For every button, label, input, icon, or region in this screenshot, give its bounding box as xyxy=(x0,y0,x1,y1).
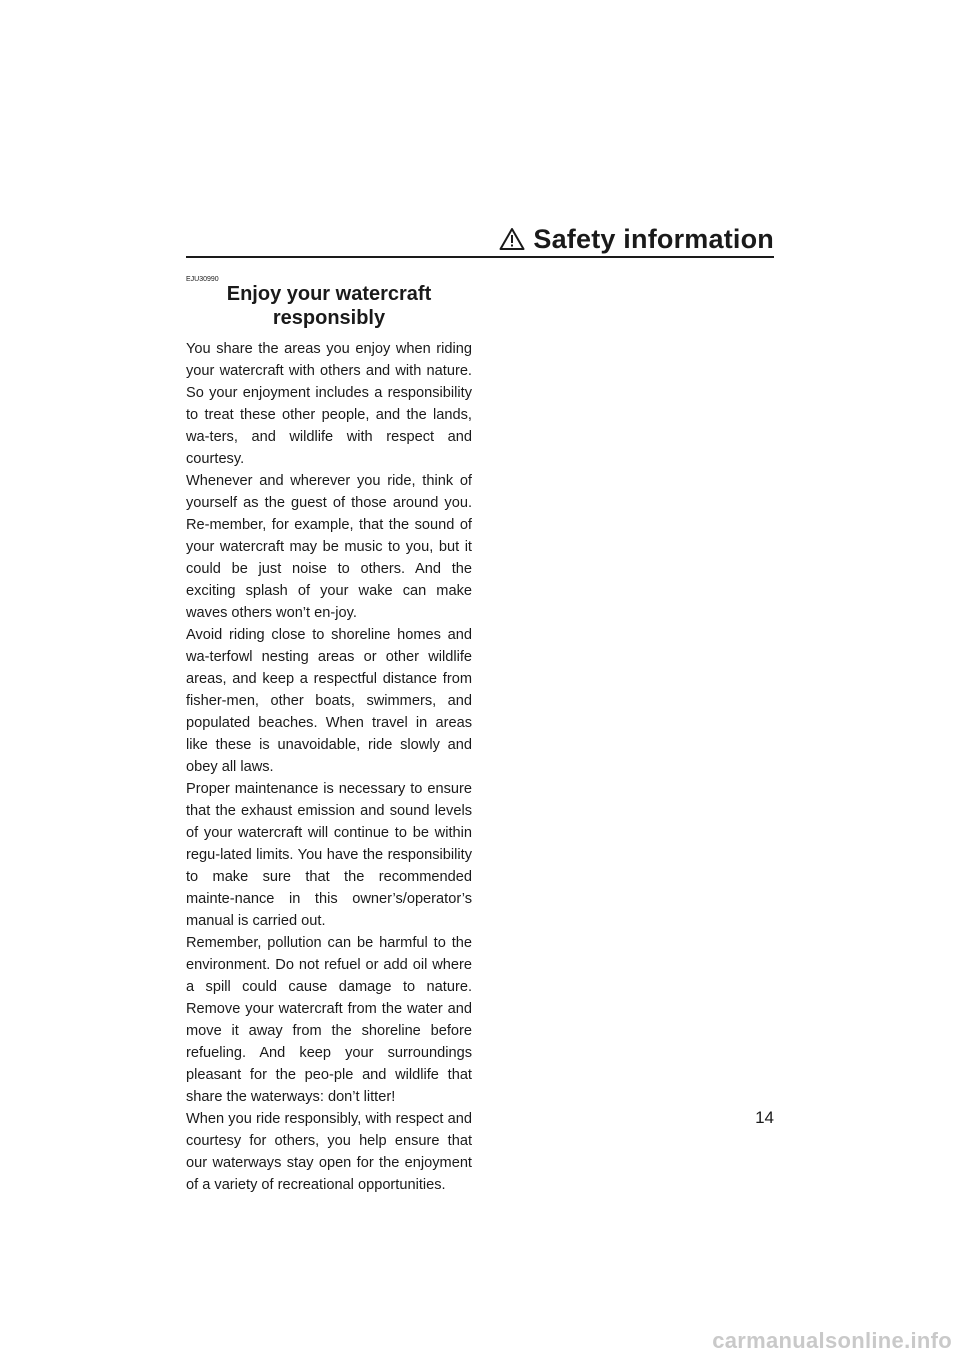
paragraph: You share the areas you enjoy when riding your watercraft with others and with nature. So your enjoyment includes a responsibility to treat these other people, and the lands, wa-ters, and wildlife with respect and courtesy. xyxy=(186,341,472,467)
content-column xyxy=(186,276,472,1196)
header-title: Safety information xyxy=(533,224,774,254)
section-title: Enjoy your watercraft responsibly xyxy=(226,283,432,329)
section-body xyxy=(186,338,472,1196)
warning-triangle-icon xyxy=(499,227,525,251)
page-header xyxy=(186,222,774,258)
header-title-group xyxy=(499,222,774,256)
paragraph: Remember, pollution can be harmful to the environment. Do not refuel or add oil where a spill could cause damage to nature. Remove your watercraft from the water and move it away from the shoreline before refueling. And keep your surroundings pleasant for the peo-ple and wildlife that share the waterways: don’t litter! xyxy=(186,935,472,1105)
paragraph: Avoid riding close to shoreline homes and wa-terfowl nesting areas or other wildlife areas, and keep a respectful distance from fisher-men, other boats, swimmers, and populated beaches. When travel in areas like these is unavoidable, ride slowly and obey all laws. xyxy=(186,627,472,775)
page-number: 14 xyxy=(755,1108,774,1127)
paragraph: Proper maintenance is necessary to ensure that the exhaust emission and sound levels of your watercraft will continue to be within regu-lated limits. You have the responsibility to make sure that the recommended mainte-nance in this owner’s/operator’s manual is carried out. xyxy=(186,781,472,929)
paragraph: When you ride responsibly, with respect and courtesy for others, you help ensure that our waterways stay open for the enjoyment of a variety of recreational opportunities. xyxy=(186,1111,472,1193)
paragraph: Whenever and wherever you ride, think of yourself as the guest of those around you. Re-member, for example, that the sound of your watercraft may be music to you, but it could be just noise to others. And the exciting splash of your wake can make waves others won’t en-joy. xyxy=(186,473,472,621)
header-rule xyxy=(186,256,774,258)
section-code: EJU30990 xyxy=(186,276,219,283)
watermark-link[interactable]: carmanualsonline.info xyxy=(712,1328,952,1353)
